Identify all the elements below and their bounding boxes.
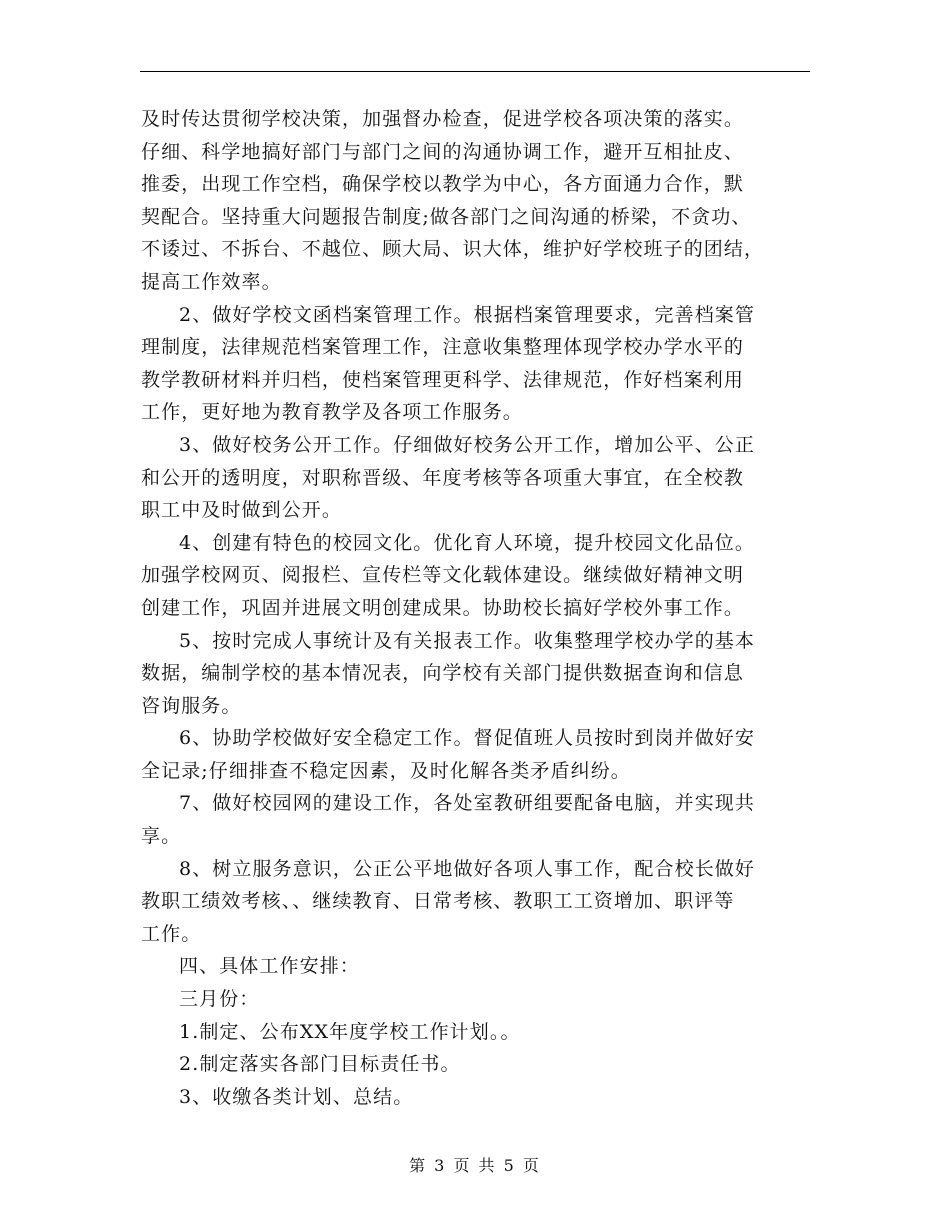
- text-line: 职工中及时做到公开。: [141, 499, 343, 522]
- text-line: 仔细、科学地搞好部门与部门之间的沟通协调工作，避开互相扯皮、: [141, 140, 745, 163]
- header-rule: [140, 71, 810, 72]
- text-line: 享。: [141, 825, 182, 848]
- text-line: 3、收缴各类计划、总结。: [179, 1085, 414, 1108]
- text-line: 理制度，法律规范档案管理工作，注意收集整理体现学校办学水平的: [141, 336, 745, 359]
- page-number-footer: 第 3 页 共 5 页: [409, 1156, 541, 1175]
- text-line: 和公开的透明度，对职称晋级、年度考核等各项重大事宜，在全校教: [141, 466, 745, 489]
- text-line: 工作。: [141, 922, 202, 945]
- text-line: 3、做好校务公开工作。仔细做好校务公开工作，增加公平、公正: [179, 433, 755, 456]
- document-body: [141, 103, 813, 1113]
- text-line: 2、做好学校文函档案管理工作。根据档案管理要求，完善档案管: [179, 303, 755, 326]
- text-line: 全记录;仔细排查不稳定因素，及时化解各类矛盾纠纷。: [141, 759, 631, 782]
- text-line: 契配合。坚持重大问题报告制度;做各部门之间沟通的桥梁，不贪功、: [141, 205, 752, 228]
- text-line: 咨询服务。: [141, 694, 242, 717]
- text-line: 三月份：: [179, 988, 260, 1011]
- text-line: 教职工绩效考核、、继续教育、日常考核、教职工工资增加、职评等: [141, 890, 735, 913]
- text-line: 5、按时完成人事统计及有关报表工作。收集整理学校办学的基本: [179, 629, 755, 652]
- text-line: 及时传达贯彻学校决策，加强督办检查，促进学校各项决策的落实。: [141, 108, 745, 130]
- text-line: 创建工作，巩固并进展文明创建成果。协助校长搞好学校外事工作。: [141, 596, 745, 619]
- text-line: 教学教研材料并归档，使档案管理更科学、法律规范，作好档案利用: [141, 368, 745, 391]
- text-line: 加强学校网页、阅报栏、宣传栏等文化载体建设。继续做好精神文明: [141, 564, 745, 587]
- text-line: 8、树立服务意识，公正公平地做好各项人事工作，配合校长做好: [179, 857, 755, 880]
- text-line: 四、具体工作安排：: [179, 955, 360, 978]
- text-line: 2.制定落实各部门目标责任书。: [179, 1053, 461, 1076]
- text-line: 提高工作效率。: [141, 270, 282, 293]
- text-line: 工作，更好地为教育教学及各项工作服务。: [141, 401, 523, 424]
- text-line: 数据，编制学校的基本情况表，向学校有关部门提供数据查询和信息: [141, 662, 745, 685]
- text-line: 推委，出现工作空档，确保学校以教学为中心，各方面通力合作，默: [141, 173, 745, 196]
- text-line: 不诿过、不拆台、不越位、顾大局、识大体，维护好学校班子的团结，: [141, 238, 765, 261]
- text-line: 4、创建有特色的校园文化。优化育人环境，提升校园文化品位。: [179, 531, 755, 554]
- text-line: 6、协助学校做好安全稳定工作。督促值班人员按时到岗并做好安: [179, 727, 755, 750]
- text-line: 7、做好校园网的建设工作，各处室教研组要配备电脑，并实现共: [179, 792, 755, 815]
- text-line: 1.制定、公布XX年度学校工作计划。。: [179, 1020, 521, 1043]
